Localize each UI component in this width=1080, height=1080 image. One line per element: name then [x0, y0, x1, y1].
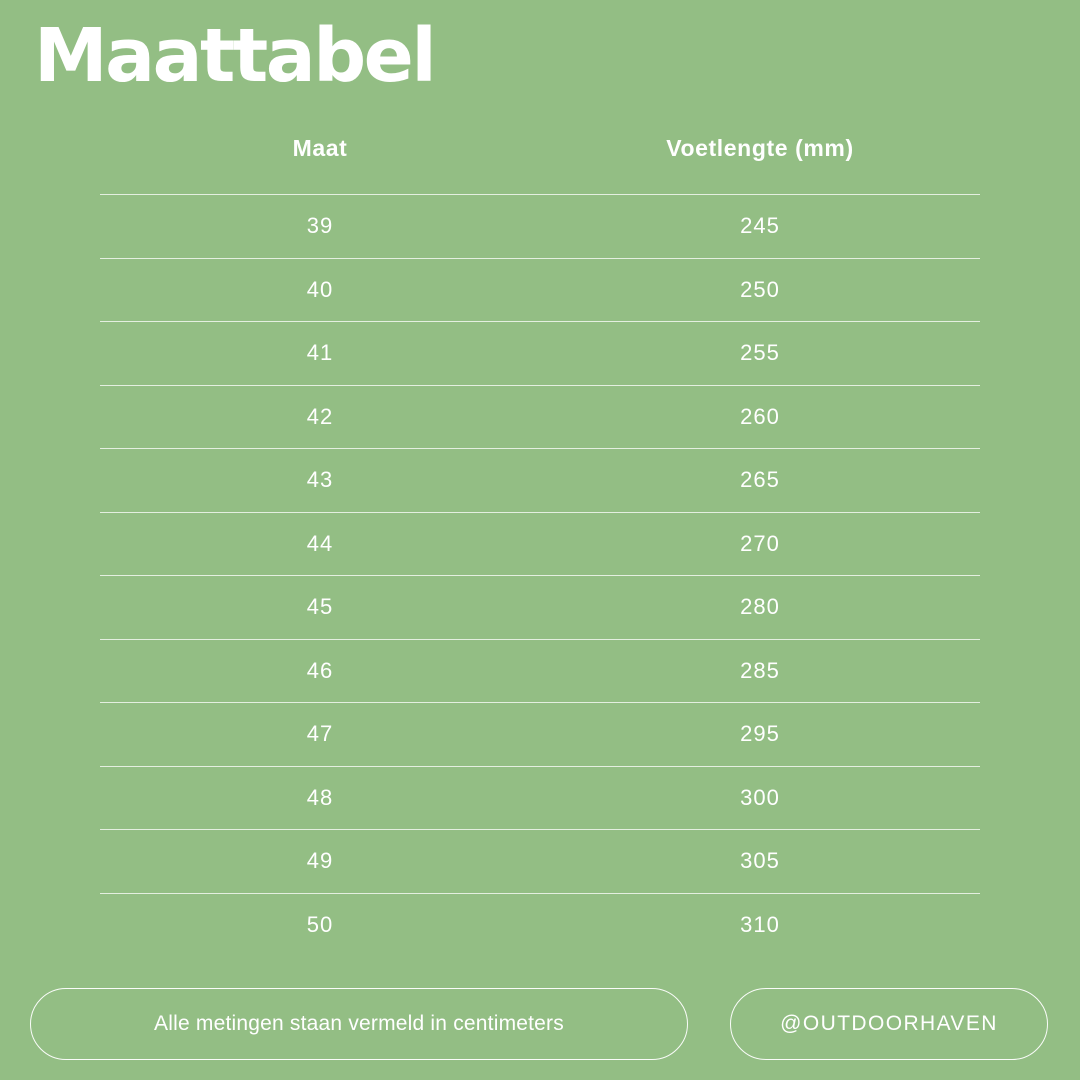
cell-maat: 47 [100, 703, 540, 767]
table-row [100, 893, 980, 957]
cell-maat: 46 [100, 639, 540, 703]
cell-maat: 42 [100, 385, 540, 449]
cell-maat: 50 [100, 893, 540, 957]
table-head [100, 135, 980, 195]
table-row [100, 258, 980, 322]
cell-voetlengte: 260 [540, 385, 980, 449]
table-row [100, 639, 980, 703]
cell-maat: 49 [100, 830, 540, 894]
cell-voetlengte: 270 [540, 512, 980, 576]
cell-voetlengte: 255 [540, 322, 980, 386]
size-table-container [100, 135, 980, 957]
table-header-row [100, 135, 980, 195]
column-header-voetlengte: Voetlengte (mm) [666, 135, 854, 161]
table-row [100, 766, 980, 830]
cell-voetlengte: 280 [540, 576, 980, 640]
cell-maat: 41 [100, 322, 540, 386]
table-row [100, 576, 980, 640]
cell-maat: 40 [100, 258, 540, 322]
cell-maat: 48 [100, 766, 540, 830]
measurement-note-label: Alle metingen staan vermeld in centimeters [154, 1012, 564, 1035]
cell-voetlengte: 310 [540, 893, 980, 957]
cell-maat: 39 [100, 195, 540, 259]
footer [30, 988, 1050, 1060]
social-handle-pill [730, 988, 1048, 1060]
cell-maat: 45 [100, 576, 540, 640]
table-row [100, 322, 980, 386]
cell-maat: 43 [100, 449, 540, 513]
cell-voetlengte: 265 [540, 449, 980, 513]
cell-voetlengte: 250 [540, 258, 980, 322]
table-row [100, 449, 980, 513]
cell-voetlengte: 285 [540, 639, 980, 703]
measurement-note-pill [30, 988, 688, 1060]
table-row [100, 195, 980, 259]
cell-voetlengte: 295 [540, 703, 980, 767]
table-row [100, 830, 980, 894]
size-table [100, 135, 980, 957]
column-header-maat: Maat [292, 135, 348, 161]
table-row [100, 512, 980, 576]
page-title: Maattabel [34, 13, 435, 99]
social-handle-label: @OUTDOORHAVEN [780, 1012, 998, 1035]
table-body [100, 195, 980, 957]
table-row [100, 385, 980, 449]
cell-voetlengte: 305 [540, 830, 980, 894]
cell-voetlengte: 245 [540, 195, 980, 259]
cell-maat: 44 [100, 512, 540, 576]
table-row [100, 703, 980, 767]
cell-voetlengte: 300 [540, 766, 980, 830]
